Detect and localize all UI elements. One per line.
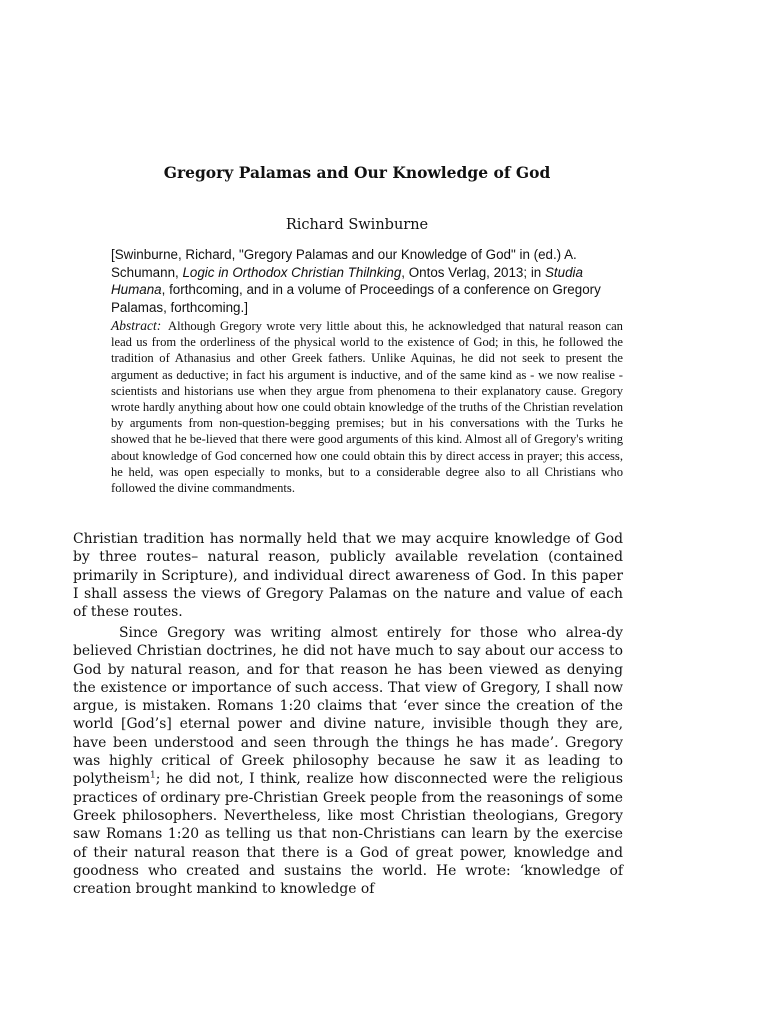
author-name: Richard Swinburne	[285, 217, 429, 233]
citation-book-title: Logic in Orthodox Christian Thilnking	[182, 264, 402, 280]
citation-journal-title: Studia Humana	[111, 264, 583, 298]
paper-title: Gregory Palamas and Our Knowledge of God	[163, 163, 551, 182]
abstract-text: Although Gregory wrote very little about this, he acknowledged that natural reason can lead us from the orderliness of the physical world to the existence of God; in this, he followed the tradition of Athanasius and other Greek fathers. Unlike Aquinas, he did not seek to present the argument as deductive; in fact his argument is inductive, and of the same kind as - we now realise - scientists and historians use when they argue from phenomena to their explanatory cause. Gregory wrote hardly anything about how one could obtain knowledge of the truths of the Christian revelation by arguments from non-question-begging premises; but in his conversations with the Turks he showed that he be-lieved that there were good arguments of this kind. Almost all of Gregory's writing about knowledge of God concerned how one could obtain this by direct access in prayer; this access, he held, was open especially to monks, but to a considerable degree also to all Christians who followed the divine commandments.	[111, 319, 623, 496]
citation-text: , forthcoming, and in a volume of Proceedings of a conference on Gregory Palamas, forthcoming.]	[111, 282, 601, 315]
citation-text: [Swinburne, Richard, "Gregory Palamas and our Knowledge of God" in (ed.) A. Schumann,	[111, 247, 577, 280]
body-paragraph	[73, 624, 623, 898]
body-paragraph: Christian tradition has normally held that we may acquire knowledge of God by three routes– natural reason, publicly available revelation (contained primarily in Scripture), and individual direct awareness of God. In this paper I shall assess the views of Gregory Palamas on the nature and value of each of these routes.	[73, 531, 623, 621]
citation-text: , Ontos Verlag, 2013; in	[401, 264, 545, 280]
paragraph-text: ; he did not, I think, realize how disconnected were the religious practices of ordinary pre-Christian Greek people from the reasonings of some Greek philosophers. Nevertheless, like most Christian theologians, Gregory saw Romans 1:20 as telling us that non-Christians can learn by the exercise of their natural reason that there is a God of great power, knowledge and goodness who created and sustains the world. He wrote: ‘knowledge of creation brought mankind to knowledge of	[73, 771, 623, 898]
citation-note	[111, 246, 623, 316]
footnote-reference[interactable]: 1	[150, 770, 156, 781]
abstract-label: Abstract:	[111, 318, 162, 333]
paragraph-text: Since Gregory was writing almost entirely for those who alrea-dy believed Christian doctrines, he did not have much to say about our access to God by natural reason, and for that reason he has been viewed as denying the existence or importance of such access. That view of Gregory, I shall now argue, is mistaken. Romans 1:20 claims that ‘ever since the creation of the world [God’s] eternal power and divine nature, invisible though they are, have been understood and seen through the things he has made’. Gregory was highly critical of Greek philosophy because he saw it as leading to polytheism	[73, 625, 623, 788]
abstract	[111, 318, 623, 496]
